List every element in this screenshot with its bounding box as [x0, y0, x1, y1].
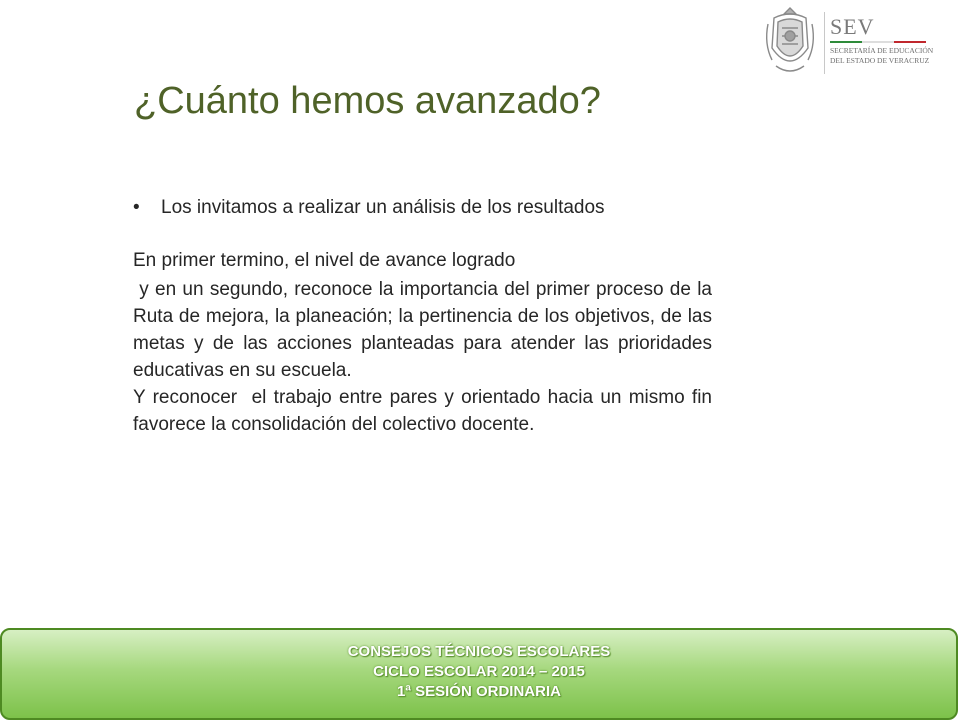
sev-line-1: SECRETARÍA DE EDUCACIÓN — [830, 46, 934, 55]
footer-line-3: 1ª SESIÓN ORDINARIA — [397, 683, 561, 700]
sev-acronym: SEV — [830, 14, 875, 39]
bullet-text: Los invitamos a realizar un análisis de los resultados — [161, 197, 605, 218]
footer-line-2: CICLO ESCOLAR 2014 – 2015 — [373, 663, 585, 680]
logo-divider — [824, 12, 825, 74]
slide-body — [133, 194, 718, 438]
paragraph-3: Y reconocer el trabajo entre pares y orientado hacia un mismo fin favorece la consolidación del colectivo docente. — [133, 387, 718, 435]
footer-line-1: CONSEJOS TÉCNICOS ESCOLARES — [347, 643, 611, 660]
slide-title: ¿Cuánto hemos avanzado? — [134, 80, 601, 122]
footer-banner — [0, 628, 958, 720]
bullet-item — [133, 194, 712, 221]
paragraph-1: En primer termino, el nivel de avance logrado — [133, 250, 516, 271]
sev-line-2: DEL ESTADO DE VERACRUZ — [830, 56, 930, 65]
sev-logo — [760, 4, 940, 84]
sev-wordmark — [830, 16, 938, 66]
veracruz-coat-of-arms-icon — [762, 4, 818, 78]
bullet-marker: • — [133, 197, 140, 218]
footer-text — [2, 630, 956, 702]
flag-stripes — [830, 41, 926, 43]
paragraph-2: y en un segundo, reconoce la importancia del primer proceso de la Ruta de mejora, la planeación; la pertinencia de los objetivos, de las metas y de las acciones planteadas para atender las prioridades educativas en su escuela. — [133, 279, 718, 381]
